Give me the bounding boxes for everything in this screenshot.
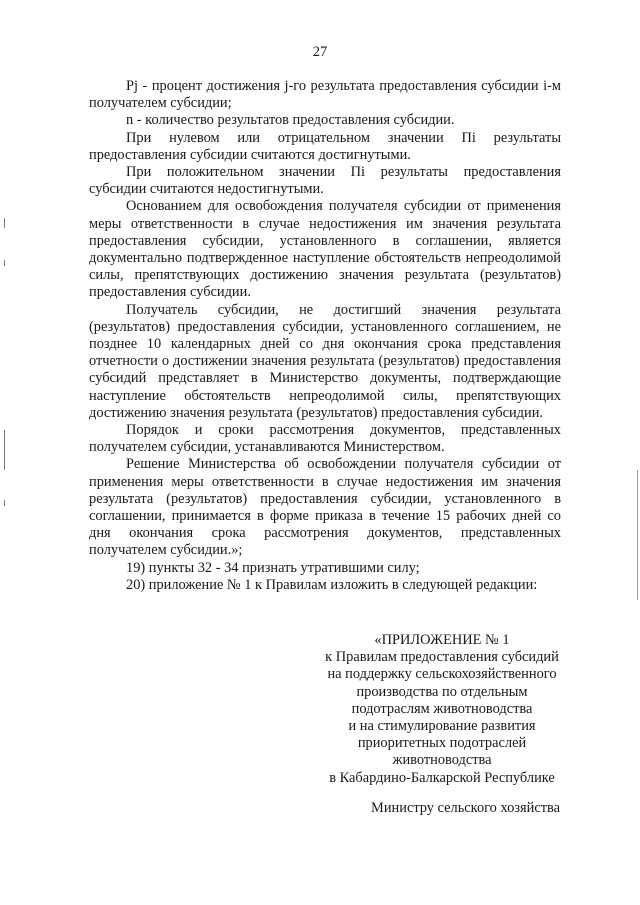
- paragraph: Получатель субсидии, не достигший значения результата (результатов) предоставления субсидии, установленного соглашением, не позднее 10 календарных дней со дня окончания срока представления отчетности о достижении значения результата (результатов) предоставления субсидий представляет в Министерство документы, подтверждающие наступление обстоятельств непреодолимой силы, препятствующих достижению значения результата (результатов) предоставления субсидии.: [89, 301, 561, 421]
- appendix-line: животноводства: [392, 752, 492, 769]
- appendix-line: в Кабардино-Балкарской Республике: [329, 769, 555, 786]
- appendix-line: производства по отдельным: [356, 683, 528, 700]
- appendix-line: к Правилам предоставления субсидий: [325, 649, 559, 666]
- list-item: 19) пункты 32 - 34 признать утратившими силу;: [126, 559, 420, 576]
- appendix-title: «ПРИЛОЖЕНИЕ № 1: [374, 632, 510, 648]
- paragraph: Решение Министерства об освобождении получателя субсидии от применения меры ответственности в случае недостижения им значения результата (результатов) предоставления субсидии, установленного в соглашении, принимается в форме приказа в течение 15 рабочих дней со дня окончания срока рассмотрения документов, представленных получателем субсидии.»;: [89, 456, 561, 559]
- paragraph: n - количество результатов предоставления субсидии.: [126, 112, 455, 129]
- appendix-line: на поддержку сельскохозяйственного: [327, 666, 557, 683]
- paragraph: При нулевом или отрицательном значении Пi результаты предоставления субсидии считаются достигнутыми.: [89, 129, 561, 163]
- paragraph: Порядок и сроки рассмотрения документов, представленных получателем субсидии, устанавливаются Министерством.: [89, 422, 561, 456]
- scan-edge-mark: [637, 470, 638, 600]
- scan-margin-marks: [0, 200, 12, 520]
- paragraph: Основанием для освобождения получателя субсидии от применения меры ответственности в случае недостижения им значения результата предоставления субсидии, установленного в соглашении, является документально подтвержденное наступление обстоятельств непреодолимой силы, препятствующих достижению значения результата (результатов) предоставления субсидии.: [89, 198, 561, 301]
- addressee: Министру сельского хозяйства: [371, 800, 560, 816]
- appendix-line: и на стимулирование развития: [348, 718, 536, 735]
- appendix-header: [292, 632, 592, 787]
- paragraph: При положительном значении Пi результаты предоставления субсидии считаются недостигнутыми.: [89, 164, 561, 198]
- page-number: 27: [312, 44, 328, 60]
- paragraph: Pj - процент достижения j-го результата предоставления субсидии i-м получателем субсидии;: [89, 78, 561, 112]
- appendix-line: приоритетных подотраслей: [357, 735, 527, 752]
- list-item: 20) приложение № 1 к Правилам изложить в следующей редакции:: [126, 576, 538, 593]
- appendix-line: подотраслям животноводства: [351, 700, 533, 717]
- document-body: [89, 78, 561, 594]
